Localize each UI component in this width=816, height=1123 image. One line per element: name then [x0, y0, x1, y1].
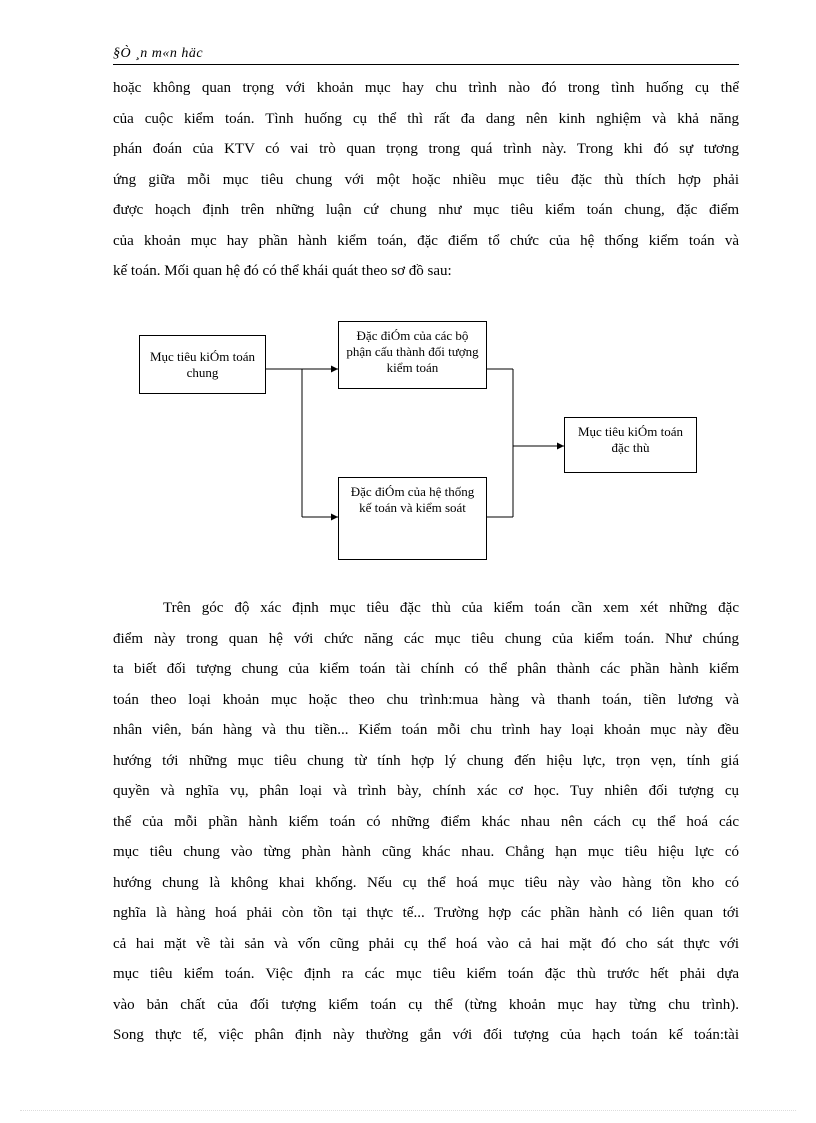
text-line: ứng giữa mỗi mục tiêu chung với một hoặc nhiều mục tiêu đặc thù thích hợp phải — [113, 171, 739, 188]
box-specific-objective-label: Mục tiêu kiÓm toán đặc thù — [577, 424, 684, 455]
text-line: Trên góc độ xác định mục tiêu đặc thù của kiểm toán cần xem xét những đặc — [163, 600, 739, 616]
text-line: thể của mỗi phần hành kiểm toán có những điểm khác nhau nên cách cụ thể hoá các — [113, 813, 739, 830]
page-bottom-border — [20, 1110, 796, 1111]
box-object-characteristics-label: Đặc điÓm của các bộ phận cấu thành đối tượng kiểm toán — [346, 328, 479, 375]
text-line: kế toán. Mối quan hệ đó có thể khái quát theo sơ đồ sau: — [113, 263, 452, 279]
text-line: hoặc không quan trọng với khoản mục hay chu trình nào đó trong tình huống cụ thể — [113, 80, 739, 96]
box-specific-objective — [564, 417, 697, 473]
paragraph-1 — [113, 73, 739, 287]
text-line: toán theo loại khoản mục hoặc theo chu trình:mua hàng và thanh toán, tiền lương và — [113, 691, 739, 708]
text-line: nghĩa là hàng hoá phải còn tồn tại thực tế... Trường hợp các phần hành có liên quan tới — [113, 905, 739, 921]
box-system-characteristics — [338, 477, 487, 560]
text-line: điểm này trong quan hệ với chức năng các mục tiêu chung của kiểm toán. Như chúng — [113, 630, 739, 647]
paragraph-2 — [113, 593, 739, 1051]
text-line: của cuộc kiểm toán. Tình huống cụ thể thì rất đa dang nên kinh nghiệm và khả năng — [113, 110, 739, 127]
box-system-characteristics-label: Đặc điÓm của hệ thống kế toán và kiểm soát — [350, 484, 475, 515]
text-line: phán đoán của KTV có vai trò quan trọng trong quá trình này. Trong khi đó sự tương — [113, 141, 739, 157]
header-divider — [113, 64, 739, 65]
text-line: quyền và nghĩa vụ, phân loại và trình bày, chính xác cơ học. Tuy nhiên đối tượng cụ — [113, 783, 739, 799]
text-line: vào bản chất của đối tượng kiểm toán cụ thể (từng khoản mục hay từng chu trình). — [113, 996, 739, 1013]
text-line: được hoạch định trên những luận cứ chung như mục tiêu kiểm toán chung, đặc điểm — [113, 202, 739, 218]
text-line: hướng chung là không khai khống. Nếu cụ thể hoá mục tiêu này vào hàng tồn kho có — [113, 874, 739, 891]
box-object-characteristics — [338, 321, 487, 389]
text-line: ta biết đối tượng chung của kiểm toán tài chính có thể phân thành các phần hành kiểm — [113, 661, 739, 677]
text-line: của khoản mục hay phần hành kiểm toán, đặc điểm tổ chức của hệ thống kiểm toán và — [113, 232, 739, 249]
box-general-objective — [139, 335, 266, 394]
text-line: cả hai mặt về tài sản và vốn cũng phải cụ thể hoá vào cả hai mặt đó cho sát thực với — [113, 935, 739, 952]
box-general-objective-label: Mục tiêu kiÓm toán chung — [149, 348, 256, 380]
page-header: §Ò ¸n m«n häc — [113, 46, 204, 61]
text-line: Song thực tế, việc phân định này thường gắn với đối tượng của hạch toán kế toán:tài — [113, 1027, 739, 1043]
text-line: mục tiêu chung vào từng phàn hành cũng khác nhau. Chẳng hạn mục tiêu hiệu lực có — [113, 844, 739, 860]
text-line: mục tiêu kiểm toán. Việc định ra các mục tiêu kiểm toán đặc thù trước hết phải dựa — [113, 966, 739, 982]
text-line: nhân viên, bán hàng và thu tiền... Kiểm toán mỗi chu trình hay loại khoản mục này đều — [113, 722, 739, 738]
text-line: hướng tới những mục tiêu chung từ tính hợp lý chung đến hiệu lực, trọn vẹn, tính giá — [113, 752, 739, 769]
